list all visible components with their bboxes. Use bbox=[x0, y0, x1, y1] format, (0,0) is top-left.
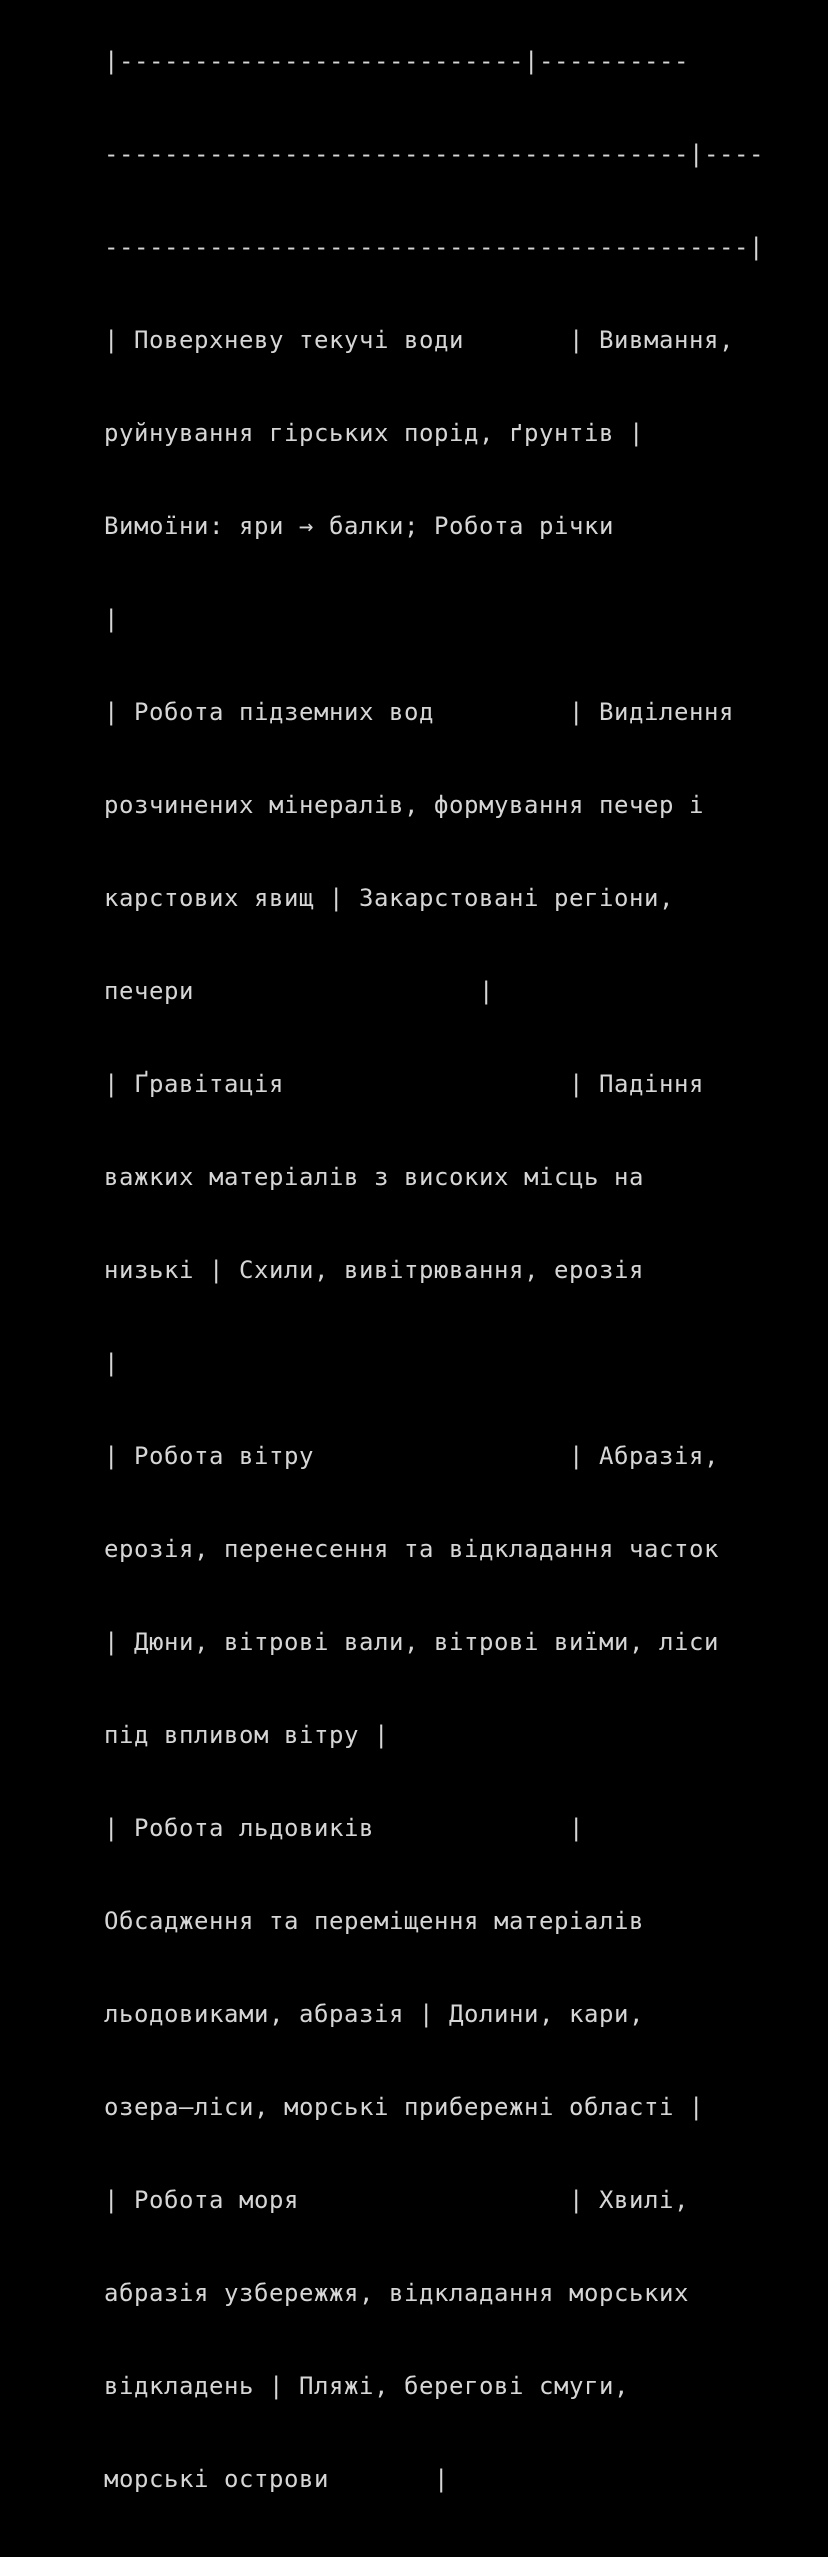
terminal-line: | Робота підземних вод | Виділення bbox=[104, 698, 734, 726]
terminal-line: | Робота моря | Хвилі, bbox=[104, 2186, 689, 2214]
terminal-line: | Ґравітація | Падіння bbox=[104, 1070, 704, 1098]
terminal-line: озера—ліси, морські прибережні області | bbox=[104, 2093, 704, 2121]
terminal-line: ерозія, перенесення та відкладання часток bbox=[104, 1535, 719, 1563]
terminal-line: -------------------------------------------| bbox=[104, 233, 764, 261]
terminal-line: | Поверхневу текучі води | Вивмання, bbox=[104, 326, 734, 354]
terminal-line: розчинених мінералів, формування печер і bbox=[104, 791, 704, 819]
terminal-line: печери | bbox=[104, 977, 494, 1005]
terminal-line: під впливом вітру | bbox=[104, 1721, 389, 1749]
terminal-line: Обсадження та переміщення матеріалів bbox=[104, 1907, 644, 1935]
terminal-output bbox=[104, 0, 820, 2557]
terminal-line: морські острови | bbox=[104, 2465, 449, 2493]
terminal-line: низькі | Схили, вивітрювання, ерозія bbox=[104, 1256, 644, 1284]
terminal-line: карстових явищ | Закарстовані регіони, bbox=[104, 884, 674, 912]
terminal-line: | bbox=[104, 605, 119, 633]
terminal-line: | Робота льдовиків | bbox=[104, 1814, 584, 1842]
terminal-line: Вимоїни: яри → балки; Робота річки bbox=[104, 512, 614, 540]
terminal-line: |---------------------------|---------- bbox=[104, 47, 689, 75]
terminal-line: ---------------------------------------|---- bbox=[104, 140, 764, 168]
terminal-line: | Робота вітру | Абразія, bbox=[104, 1442, 719, 1470]
terminal-line: | bbox=[104, 1349, 119, 1377]
terminal-line: абразія узбережжя, відкладання морських bbox=[104, 2279, 689, 2307]
terminal-line: | Дюни, вітрові вали, вітрові виїми, ліси bbox=[104, 1628, 719, 1656]
terminal-line: відкладень | Пляжі, берегові смуги, bbox=[104, 2372, 629, 2400]
terminal-line: руйнування гірських порід, ґрунтів | bbox=[104, 419, 644, 447]
terminal-line: важких матеріалів з високих місць на bbox=[104, 1163, 644, 1191]
terminal-line: льодовиками, абразія | Долини, кари, bbox=[104, 2000, 644, 2028]
